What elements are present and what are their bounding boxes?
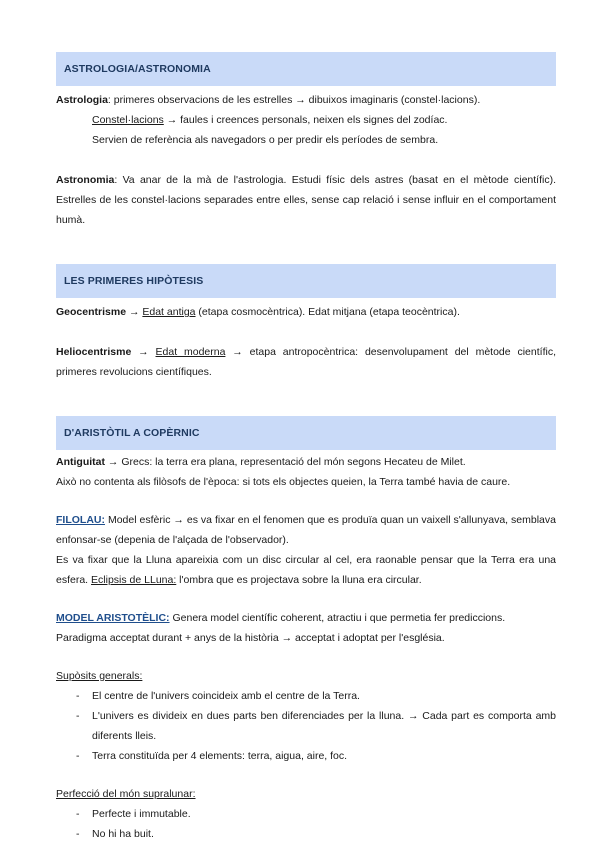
paragraph-constellacions	[56, 110, 556, 130]
term-geocentrisme: Geocentrisme	[56, 306, 127, 318]
paragraph-aixo: Això no contenta als filòsofs de l'època: si tots els objectes queien, la Terra també havia de caure.	[56, 476, 511, 488]
document-page	[56, 52, 556, 844]
list-perfeccio	[56, 804, 556, 844]
arrow: →	[131, 346, 156, 358]
section-header-hipotesis	[56, 264, 556, 298]
term-eclipsis: Eclipsis de LLuna:	[91, 574, 177, 586]
paragraph-astrologia	[56, 90, 556, 110]
text-antiguitat: → Grecs: la terra era plana, representació del món segons Hecateu de Milet.	[105, 456, 466, 468]
paragraph-filolau	[56, 510, 556, 550]
text-lluna-1: Es va fixar que la Lluna apareixia com un disc circular al cel, era raonable pensar que la Terra era una esfera.	[56, 554, 556, 586]
term-antiguitat: Antiguitat	[56, 456, 105, 468]
term-heliocentrisme: Heliocentrisme	[56, 346, 132, 358]
section-header-astrologia	[56, 52, 556, 86]
text-model: Genera model científic coherent, atractiu i que permetia fer prediccions.	[169, 612, 506, 624]
text-filolau: Model esfèric → es va fixar en el fenomen que es produïa quan un vaixell s'allunyava, semblava enfonsar-se (depenia de l'alçada de l'observador).	[56, 514, 556, 546]
term-model-aristotelic: MODEL ARISTOTÈLIC:	[56, 612, 170, 624]
paragraph-antiguitat	[56, 452, 556, 472]
term-astronomia: Astronomia	[56, 174, 115, 186]
section-header-aristotil	[56, 416, 556, 450]
term-edat-moderna: Edat moderna	[155, 346, 226, 358]
text-lluna-2: l'ombra que es projectava sobre la lluna era circular.	[176, 574, 422, 586]
heading-perfeccio: Perfecció del món supralunar:	[56, 788, 196, 800]
list-suposits	[56, 686, 556, 766]
term-constellacions: Constel·lacions	[92, 114, 164, 126]
paragraph-astronomia	[56, 170, 556, 230]
list-item: - L'univers es divideix en dues parts ben diferenciades per la lluna. → Cada part es comporta amb diferents lleis.	[56, 706, 556, 746]
term-filolau: FILOLAU:	[56, 514, 105, 526]
text-constellacions: → faules i creences personals, neixen els signes del zodíac.	[163, 114, 448, 126]
paragraph-servien: Servien de referència als navegadors o per predir els períodes de sembra.	[92, 134, 439, 146]
section-title: D'ARISTÒTIL A COPÈRNIC	[64, 427, 200, 439]
section-title: LES PRIMERES HIPÒTESIS	[64, 275, 204, 287]
text-astronomia: : Va anar de la mà de l'astrologia. Estudi físic dels astres (basat en el mètode científic). Estrelles de les constel·lacions separades entre elles, sense cap relació i sense influir en el comportament humà.	[56, 174, 556, 226]
text-heliocentrisme: → etapa antropocèntrica: desenvolupament del mètode científic, primeres revolucions científiques.	[56, 346, 556, 378]
list-item: - Terra constituïda per 4 elements: terra, aigua, aire, foc.	[56, 746, 556, 766]
list-item: - No hi ha buit.	[56, 824, 556, 844]
paragraph-geocentrisme	[56, 302, 556, 322]
list-item: - El centre de l'univers coincideix amb el centre de la Terra.	[56, 686, 556, 706]
text-astrologia: : primeres observacions de les estrelles → dibuixos imaginaris (constel·lacions).	[107, 94, 481, 106]
paragraph-lluna	[56, 550, 556, 590]
arrow: →	[126, 306, 143, 318]
list-item: - Perfecte i immutable.	[56, 804, 556, 824]
paragraph-model	[56, 608, 556, 628]
term-astrologia: Astrologia	[56, 94, 108, 106]
term-edat-antiga: Edat antiga	[142, 306, 196, 318]
paragraph-paradigma: Paradigma acceptat durant + anys de la història → acceptat i adoptat per l'església.	[56, 632, 445, 644]
section-title: ASTROLOGIA/ASTRONOMIA	[64, 63, 211, 75]
heading-suposits: Supòsits generals:	[56, 670, 143, 682]
text-geocentrisme: (etapa cosmocèntrica). Edat mitjana (etapa teocèntrica).	[195, 306, 460, 318]
paragraph-heliocentrisme	[56, 342, 556, 382]
